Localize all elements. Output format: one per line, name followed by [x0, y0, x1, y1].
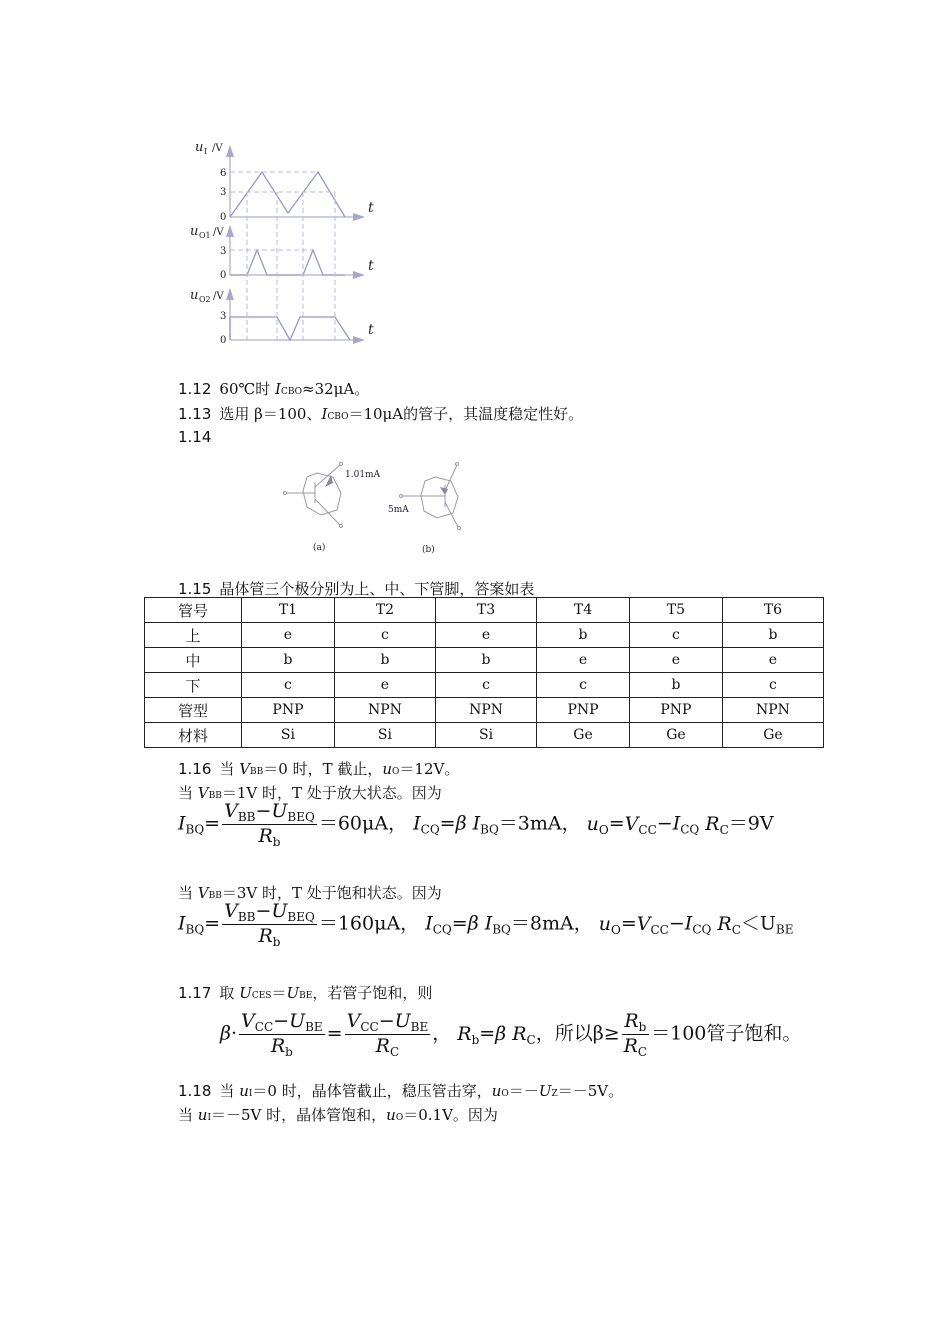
item-1-16-line2: 当 VBB＝1V 时，T 处于放大状态。因为	[178, 784, 442, 802]
item-1-18-line2: 当 uI＝－5V 时，晶体管饱和，uO＝0.1V。因为	[178, 1106, 498, 1124]
pin-table	[144, 597, 824, 748]
caption-a: (a)	[313, 543, 326, 553]
formula-1-16-b: $I_{BQ}=$ $\frac{V_{BB}-U_{BEQ}}{R_b}$ ＝160μA， $I_{CQ}=\beta$ $I_{BQ}=8mA$， $u_O=V_{CC}-I_{CQ}$ $R_C<U_{BE}$	[178, 900, 794, 949]
table-row: 管型 PNP NPN NPN PNP PNP NPN	[145, 698, 824, 723]
svg-text:t: t	[368, 258, 374, 274]
item-1-17: 1.17 取 UCES＝UBE，若管子饱和，则	[178, 984, 433, 1002]
current-label-b: 5mA	[388, 505, 409, 515]
uo2-axis-label: u	[190, 288, 199, 303]
svg-text:/V: /V	[212, 143, 223, 154]
ui-axis-label: u	[195, 140, 204, 155]
item-1-12: 1.12 60℃时 ICBO≈32μA。	[178, 380, 370, 398]
svg-text:0: 0	[220, 335, 227, 346]
item-1-16-line1: 1.16 当 VBB＝0 时，T 截止，uO＝12V。	[178, 760, 460, 778]
current-label-a: 1.01mA	[345, 470, 381, 480]
uo1-axis-label: u	[190, 224, 199, 239]
svg-text:O2: O2	[199, 295, 211, 304]
svg-text:6: 6	[220, 168, 227, 179]
item-1-16-line3: 当 VBB＝3V 时，T 处于饱和状态。因为	[178, 884, 442, 902]
svg-text:I: I	[204, 147, 208, 156]
caption-b: (b)	[422, 545, 435, 555]
svg-text:/V: /V	[213, 227, 224, 238]
svg-text:t: t	[368, 200, 374, 216]
svg-text:3: 3	[220, 311, 227, 322]
table-row: 中 b b b e e e	[145, 648, 824, 673]
svg-text:0: 0	[220, 212, 227, 223]
svg-text:0: 0	[220, 270, 227, 281]
table-row: 材料 Si Si Si Ge Ge Ge	[145, 723, 824, 748]
svg-text:3: 3	[220, 246, 227, 257]
transistor-figure	[275, 455, 475, 560]
item-1-14: 1.14	[178, 428, 212, 446]
waveform-figure	[185, 135, 395, 350]
formula-1-16-a: $I_{BQ}=$ $\frac{V_{BB}-U_{BEQ}}{R_b}$ ＝60μA， $I_{CQ}=\beta$ $I_{BQ}=3mA$， $u_O=V_{CC}-I_{CQ}$ $R_C=9V$	[178, 800, 774, 849]
table-row: 下 c e c c b c	[145, 673, 824, 698]
item-1-18-line1: 1.18 当 uI＝0 时，晶体管截止，稳压管击穿，uO＝－UZ＝－5V。	[178, 1082, 624, 1100]
item-1-15: 1.15 晶体管三个极分别为上、中、下管脚，答案如表	[178, 580, 535, 598]
formula-1-17: β· $\frac{V_{CC}-U_{BE}}{R_b}$ = $\frac{V_{CC}-U_{BE}}{R_C}$ ， $R_b=\beta$ $R_C$，所以β≥ $\frac{R_b}{R_C}$ ＝100管子饱和。	[220, 1010, 802, 1059]
svg-text:O1: O1	[199, 231, 211, 240]
svg-text:t: t	[368, 322, 374, 338]
table-row: 管号 T1 T2 T3 T4 T5 T6	[145, 598, 824, 623]
svg-text:3: 3	[220, 187, 227, 198]
item-1-13: 1.13 选用 β＝100、ICBO＝10μA的管子，其温度稳定性好。	[178, 405, 584, 423]
svg-text:/V: /V	[213, 291, 224, 302]
table-row: 上 e c e b c b	[145, 623, 824, 648]
